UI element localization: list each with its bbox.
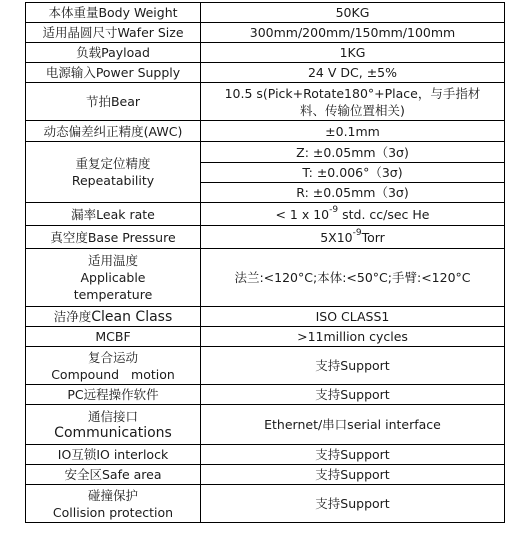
value-exponent: -9 xyxy=(352,228,362,239)
spec-label: 本体重量Body Weight xyxy=(26,3,201,23)
spec-label-line: Collision protection xyxy=(52,504,174,520)
spec-label: MCBF xyxy=(26,327,201,347)
table-row xyxy=(26,445,505,465)
table-row xyxy=(26,249,505,307)
table-row xyxy=(26,23,505,43)
spec-label: 安全区Safe area xyxy=(26,465,201,485)
table-row xyxy=(26,121,505,142)
spec-label: 漏率Leak rate xyxy=(26,203,201,226)
spec-label xyxy=(26,249,201,307)
table-row xyxy=(26,203,505,226)
spec-value: 24 V DC, ±5% xyxy=(201,63,505,83)
spec-label-line: 通信接口 xyxy=(87,408,138,424)
table-row xyxy=(26,63,505,83)
spec-value: Ethernet/串口serial interface xyxy=(201,405,505,445)
table-row xyxy=(26,307,505,327)
spec-label: IO互锁IO interlock xyxy=(26,445,201,465)
spec-value: ±0.1mm xyxy=(201,121,505,142)
label-main: Clean Class xyxy=(91,308,173,325)
spec-table xyxy=(25,2,505,523)
spec-label xyxy=(26,405,201,445)
table-row xyxy=(26,405,505,445)
value-suffix: std. cc/sec He xyxy=(338,206,430,222)
spec-value: R: ±0.05mm（3σ) xyxy=(201,183,505,203)
spec-value: 300mm/200mm/150mm/100mm xyxy=(201,23,505,43)
value-exponent: -9 xyxy=(329,205,339,216)
value-suffix: Torr xyxy=(361,229,385,245)
spec-label-line: 适用温度 xyxy=(87,253,138,268)
table-row xyxy=(26,327,505,347)
spec-label-line: Applicable xyxy=(80,270,146,285)
table-row xyxy=(26,385,505,405)
spec-label: 负载Payload xyxy=(26,43,201,63)
table-row xyxy=(26,142,505,163)
spec-value xyxy=(201,226,505,249)
spec-value: 支持Support xyxy=(201,485,505,523)
spec-value: 支持Support xyxy=(201,445,505,465)
spec-label xyxy=(26,347,201,385)
spec-label: 动态偏差纠正精度(AWC) xyxy=(26,121,201,142)
value-prefix: 5X10 xyxy=(320,229,353,245)
spec-label-line: Repeatability xyxy=(71,173,155,188)
spec-value: T: ±0.006°（3σ) xyxy=(201,163,505,183)
value-prefix: < 1 x 10 xyxy=(275,206,330,222)
table-row xyxy=(26,347,505,385)
spec-label-line: 碰撞保护 xyxy=(87,487,138,503)
spec-value: Z: ±0.05mm（3σ) xyxy=(201,142,505,163)
spec-label: PC远程操作软件 xyxy=(26,385,201,405)
table-row xyxy=(26,485,505,523)
spec-value: 支持Support xyxy=(201,465,505,485)
label-prefix: 洁净度 xyxy=(53,308,92,324)
spec-value: >11million cycles xyxy=(201,327,505,347)
spec-label-line: Compound motion xyxy=(51,366,175,382)
table-row xyxy=(26,43,505,63)
spec-label-line: 重复定位精度 xyxy=(75,156,151,171)
spec-value xyxy=(201,203,505,226)
spec-label-line: temperature xyxy=(73,287,153,302)
table-row xyxy=(26,226,505,249)
spec-value: ISO CLASS1 xyxy=(201,307,505,327)
spec-value: 1KG xyxy=(201,43,505,63)
spec-label xyxy=(26,307,201,327)
spec-label: 节拍Bear xyxy=(26,83,201,121)
spec-label: 电源输入Power Supply xyxy=(26,63,201,83)
spec-value: 支持Support xyxy=(201,385,505,405)
spec-value: 50KG xyxy=(201,3,505,23)
spec-label: 适用晶圆尺寸Wafer Size xyxy=(26,23,201,43)
spec-label-line: Communications xyxy=(54,424,172,441)
spec-label-line: 复合运动 xyxy=(87,349,138,365)
table-row xyxy=(26,465,505,485)
spec-value-line: 10.5 s(Pick+Rotate180°+Place，与手指材 xyxy=(224,85,481,101)
spec-label xyxy=(26,142,201,203)
spec-label: 真空度Base Pressure xyxy=(26,226,201,249)
spec-value: 支持Support xyxy=(201,347,505,385)
spec-label xyxy=(26,485,201,523)
spec-value-line: 料、传输位置相关) xyxy=(300,102,405,118)
table-row xyxy=(26,3,505,23)
spec-value: 法兰:<120°C;本体:<50°C;手臂:<120°C xyxy=(201,249,505,307)
table-row xyxy=(26,83,505,121)
spec-value xyxy=(201,83,505,121)
